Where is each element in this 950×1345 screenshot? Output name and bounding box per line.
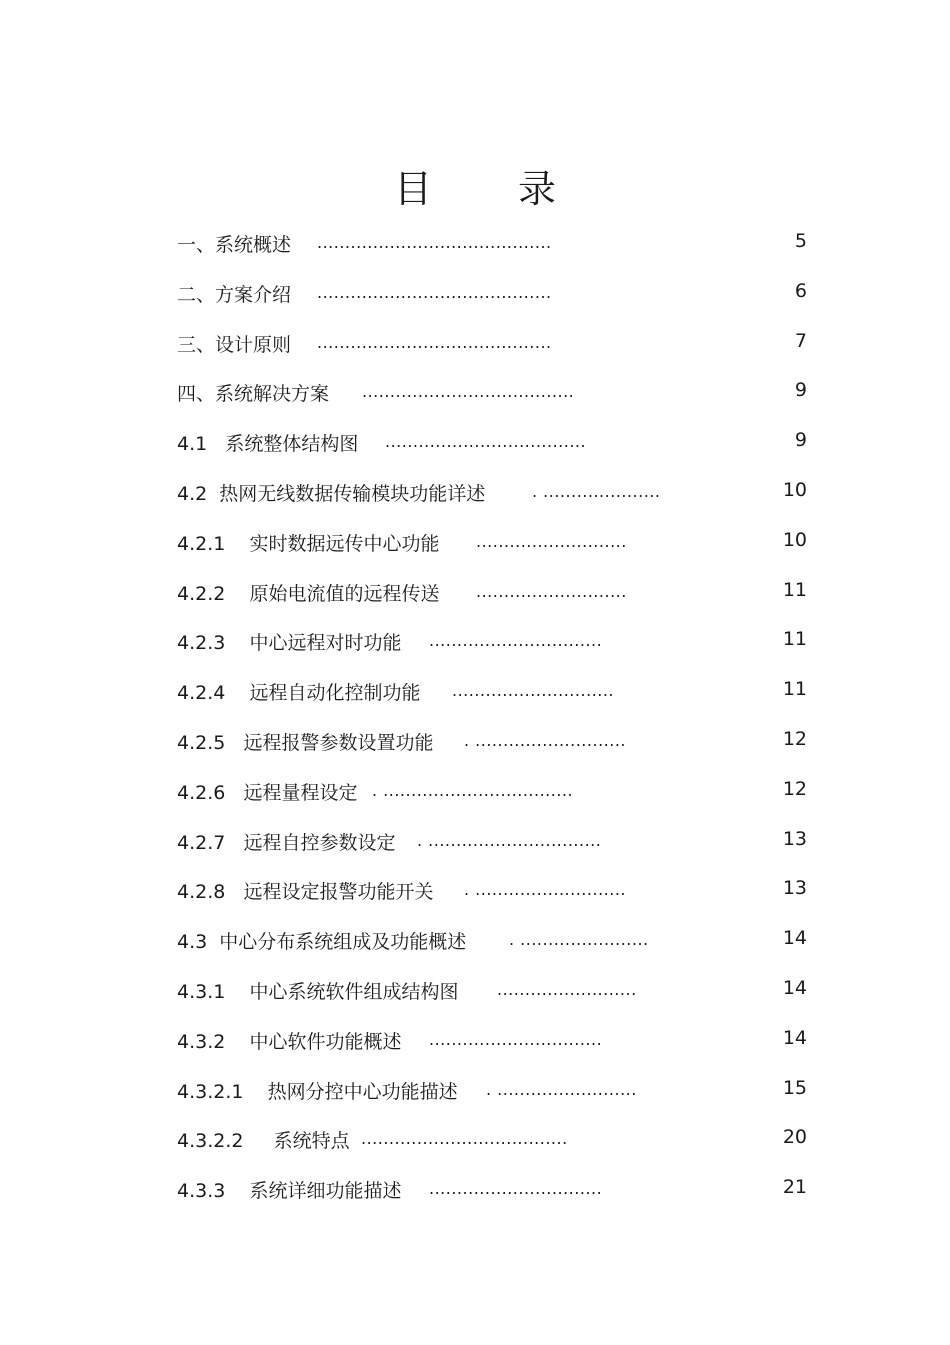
toc-entry-page: 12 [782,778,807,800]
toc-entry[interactable] [177,678,807,708]
toc-entry-page: 13 [782,828,807,850]
toc-title-char-1: 目 [393,167,432,211]
toc-entry[interactable] [177,579,807,609]
toc-entry-page: 6 [794,280,807,302]
toc-entry-page: 14 [782,927,807,949]
toc-entry-page: 9 [794,429,807,451]
toc-entry-page: 21 [782,1176,807,1198]
toc-entry-leader: ............................. [452,681,614,700]
toc-entry-leader: ........................... [476,532,627,551]
toc-entry-leader: .................................... [385,432,587,451]
toc-entry-label: 4.3.2.2 系统特点 [177,1130,350,1152]
toc-entry-label: 二、方案介绍 [177,284,292,306]
toc-entry-leader: . ....................... [509,930,649,949]
toc-entry-leader: .......................................... [317,233,552,252]
toc-entry-page: 11 [782,579,807,601]
toc-entry[interactable] [177,280,807,310]
toc-entry-leader: ......................... [497,980,637,999]
toc-entry-label: 4.3.1 中心系统软件组成结构图 [177,981,459,1003]
toc-entry-page: 11 [782,628,807,650]
toc-entry-label: 4.2.2 原始电流值的远程传送 [177,583,440,605]
toc-entry-page: 15 [782,1077,807,1099]
toc-entry-page: 12 [782,728,807,750]
toc-entry[interactable] [177,877,807,907]
toc-entry-leader: ........................... [476,582,627,601]
toc-entry-leader: ...................................... [362,382,575,401]
toc-entry-leader: . ......................... [486,1080,637,1099]
toc-title-char-2: 录 [518,167,557,211]
toc-entry-leader: .......................................... [317,333,552,352]
toc-entry[interactable] [177,379,807,409]
toc-entry-label: 4.2.7 远程自控参数设定 [177,832,396,854]
toc-entry-page: 20 [782,1126,807,1148]
toc-entry-leader: ............................... [429,631,603,650]
toc-entry-page: 13 [782,877,807,899]
toc-entry-leader: . .................................. [372,781,574,800]
toc-title [0,158,950,213]
toc-entry-label: 4.2.5 远程报警参数设置功能 [177,732,434,754]
toc-entry-page: 7 [794,330,807,352]
toc-entry-label: 4.3 中心分布系统组成及功能概述 [177,931,467,953]
toc-entry-leader: . ............................... [417,831,602,850]
toc-entry[interactable] [177,628,807,658]
toc-entry-label: 4.2 热网无线数据传输模块功能详述 [177,483,486,505]
toc-entry-leader: ..................................... [361,1129,568,1148]
toc-entry-leader: . ........................... [464,880,626,899]
toc-entry-leader: .......................................... [317,283,552,302]
toc-entry-label: 三、设计原则 [177,334,292,356]
toc-entry[interactable] [177,330,807,360]
toc-entry-page: 14 [782,1027,807,1049]
toc-entry-page: 10 [782,529,807,551]
toc-entry-page: 10 [782,479,807,501]
toc-entry-label: 4.2.4 远程自动化控制功能 [177,682,421,704]
toc-entry[interactable] [177,927,807,957]
toc-entry-label: 四、系统解决方案 [177,383,330,405]
toc-entry-page: 14 [782,977,807,999]
toc-entry-label: 4.1 系统整体结构图 [177,433,359,455]
toc-entry[interactable] [177,429,807,459]
toc-entry[interactable] [177,977,807,1007]
toc-entry-label: 4.3.3 系统详细功能描述 [177,1180,402,1202]
toc-entry[interactable] [177,778,807,808]
toc-entry-page: 9 [794,379,807,401]
toc-entry-leader: ............................... [429,1030,603,1049]
toc-entry[interactable] [177,1077,807,1107]
toc-entry-label: 4.2.8 远程设定报警功能开关 [177,881,434,903]
toc-entry-label: 4.2.6 远程量程设定 [177,782,358,804]
toc-entry-label: 4.2.3 中心远程对时功能 [177,632,402,654]
toc-entry[interactable] [177,1126,807,1156]
toc-entry[interactable] [177,479,807,509]
toc-entry[interactable] [177,828,807,858]
toc-entry-label: 4.2.1 实时数据远传中心功能 [177,533,440,555]
toc-entry-label: 4.3.2 中心软件功能概述 [177,1031,402,1053]
toc-entry-label: 一、系统概述 [177,234,292,256]
toc-entry[interactable] [177,529,807,559]
toc-entry-leader: . ..................... [532,482,661,501]
toc-entry-page: 11 [782,678,807,700]
toc-entry-leader: ............................... [429,1179,603,1198]
toc-entry[interactable] [177,230,807,260]
toc-entry-label: 4.3.2.1 热网分控中心功能描述 [177,1081,458,1103]
toc-entry[interactable] [177,1176,807,1206]
toc-entry-leader: . ........................... [464,731,626,750]
toc-entry[interactable] [177,1027,807,1057]
toc-entry-page: 5 [794,230,807,252]
toc-entry[interactable] [177,728,807,758]
